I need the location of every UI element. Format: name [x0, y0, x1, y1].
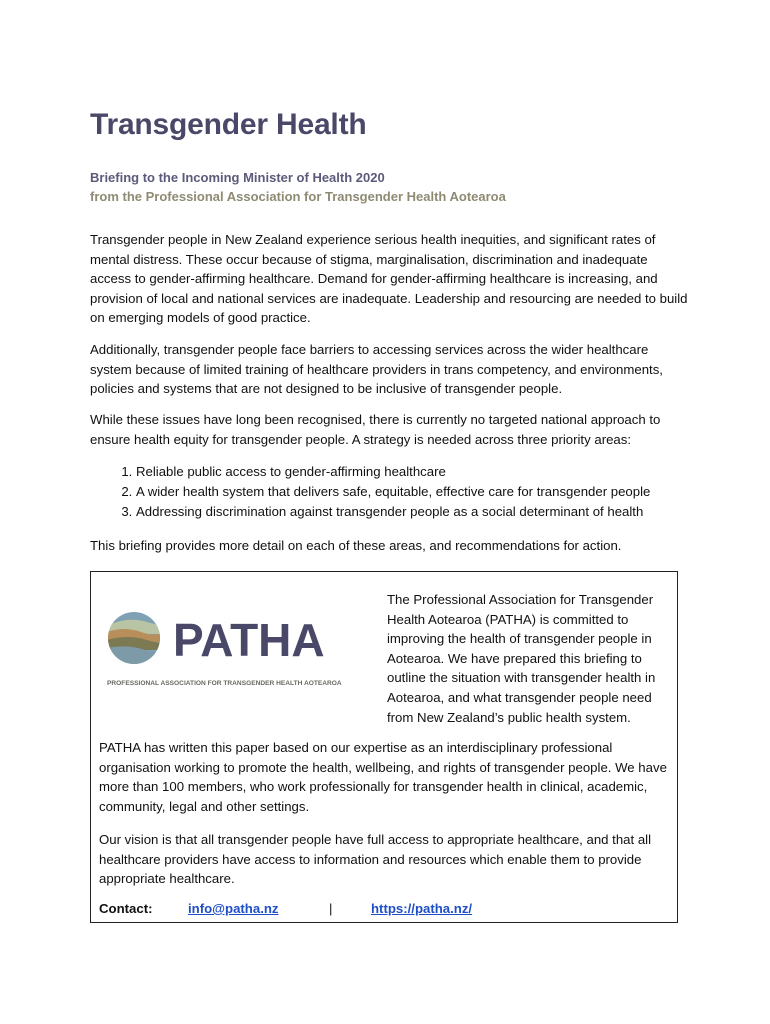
- subtitle-organisation: from the Professional Association for Transgender Health Aotearoa: [90, 189, 506, 204]
- patha-vision: Our vision is that all transgender people have full access to appropriate healthcare, and that all healthcare providers have access to information and resources which enable them to provide appropriate healthcare.: [99, 832, 652, 887]
- patha-intro: The Professional Association for Transgender Health Aotearoa (PATHA) is committed to improving the health of transgender people in Aotearoa. We have prepared this briefing to outline the situation with transgender health in Aotearoa, and what transgender people need from New Zealand’s public health system.: [387, 592, 656, 725]
- list-item: 2. A wider health system that delivers safe, equitable, effective care for transgender people: [136, 482, 736, 502]
- list-item: 1. Reliable public access to gender-affirming healthcare: [136, 462, 736, 482]
- contact-label: Contact:: [99, 901, 153, 916]
- page-title: Transgender Health: [90, 108, 367, 141]
- logo-tagline: PROFESSIONAL ASSOCIATION FOR TRANSGENDER HEALTH AOTEAROA: [107, 680, 342, 687]
- list-item: 3. Addressing discrimination against transgender people as a social determinant of health: [136, 502, 736, 522]
- patha-info-box: [90, 571, 678, 923]
- priority-list: [90, 462, 736, 522]
- paragraph-barriers: Additionally, transgender people face barriers to accessing services across the wider healthcare system because of limited training of healthcare providers in trans competency, and environments, policies and systems that are not designed to be inclusive of transgender people.: [90, 342, 663, 397]
- logo-wordmark: PATHA: [173, 614, 325, 666]
- contact-separator: |: [329, 901, 333, 916]
- paragraph-briefing-detail: This briefing provides more detail on each of these areas, and recommendations for action.: [90, 538, 622, 553]
- subtitle-briefing: Briefing to the Incoming Minister of Health 2020: [90, 170, 385, 185]
- paragraph-intro: Transgender people in New Zealand experience serious health inequities, and significant rates of mental distress. These occur because of stigma, marginalisation, discrimination and inadequate access to gender-affirming healthcare. Demand for gender-affirming healthcare is increasing, and provision of local and national services are inadequate. Leadership and resourcing are needed to build on emerging models of good practice.: [90, 232, 688, 326]
- patha-expertise: PATHA has written this paper based on our expertise as an interdisciplinary professional organisation working to promote the health, wellbeing, and rights of transgender people. We have more than 100 members, who work professionally for transgender health in clinical, academic, community, legal and other settings.: [99, 740, 667, 814]
- landscape-emblem-icon: [107, 608, 167, 668]
- contact-email-link[interactable]: info@patha.nz: [188, 901, 279, 916]
- website-link[interactable]: https://patha.nz/: [371, 901, 473, 916]
- patha-logo: [107, 608, 357, 688]
- paragraph-strategy: While these issues have long been recognised, there is currently no targeted national approach to ensure health equity for transgender people. A strategy is needed across three priority areas:: [90, 412, 661, 447]
